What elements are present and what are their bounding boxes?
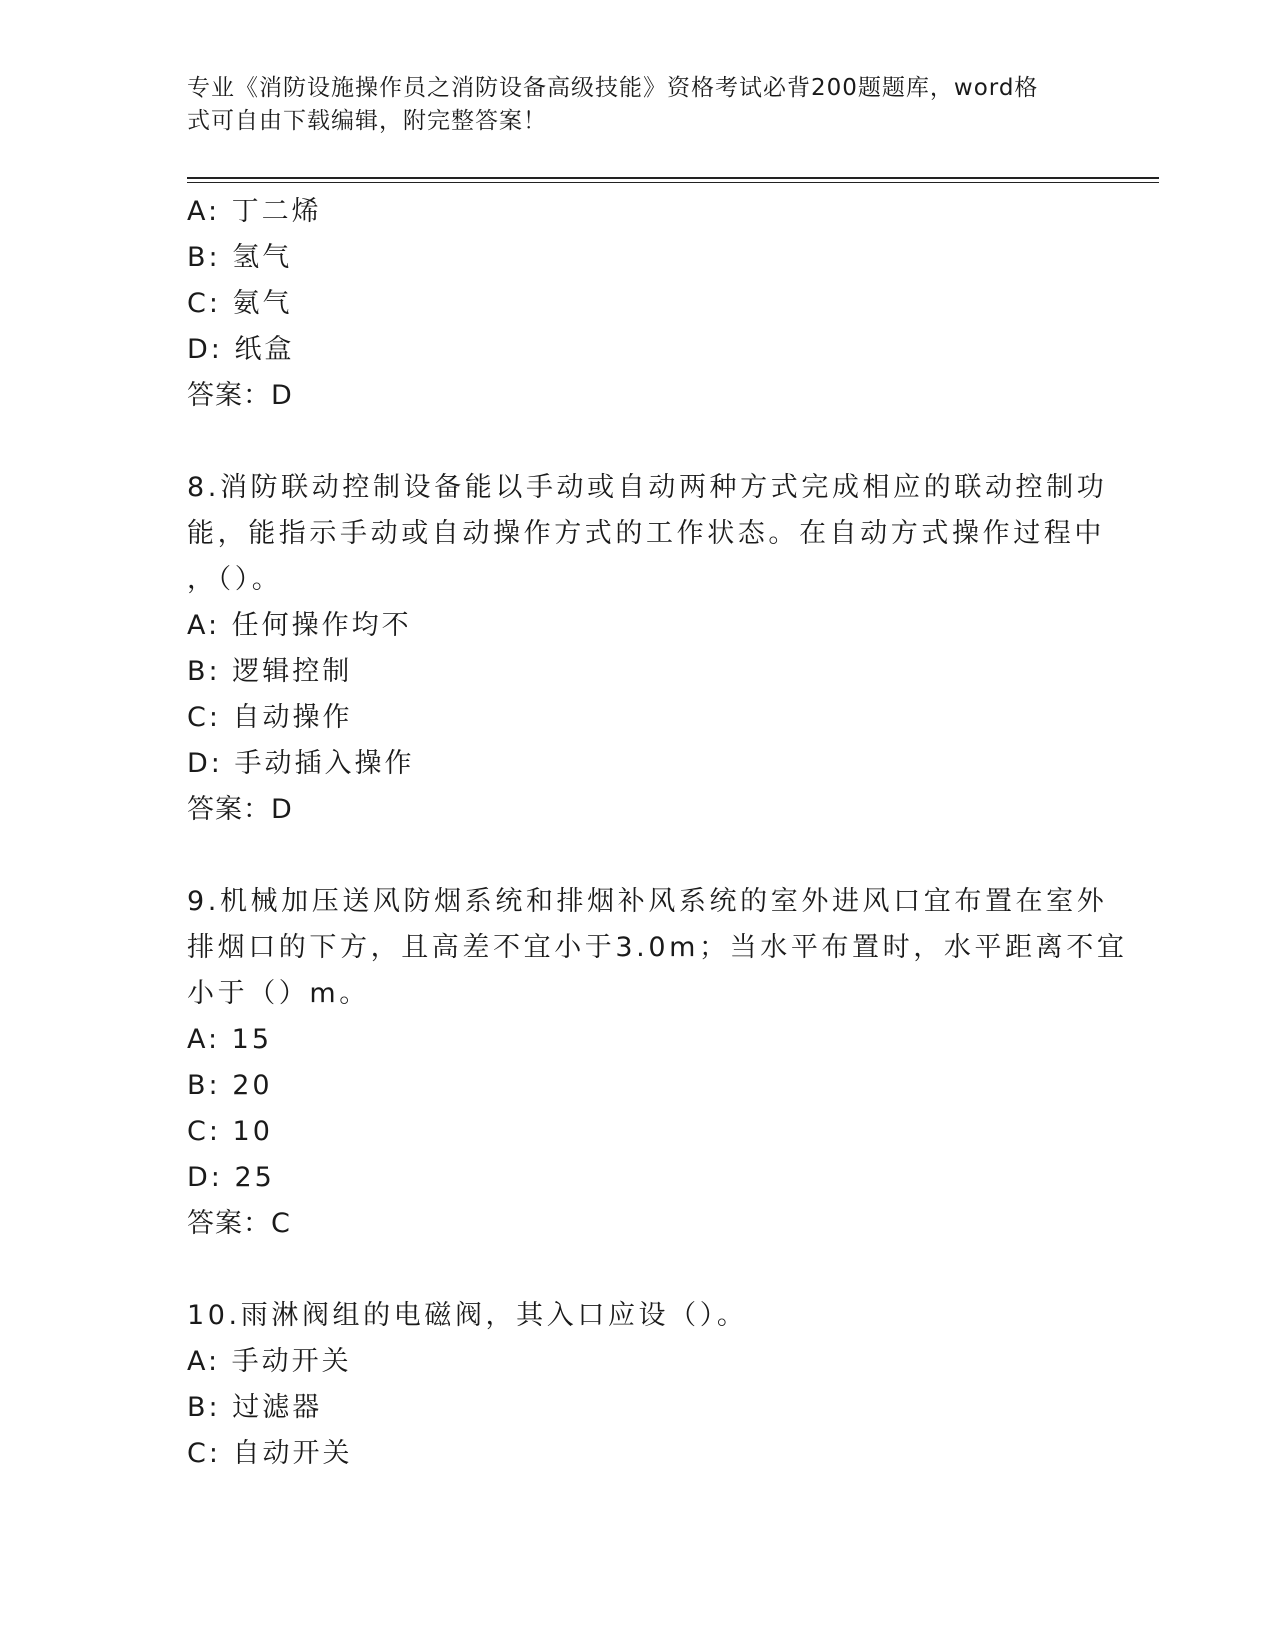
option-c: C: 自动操作: [187, 702, 353, 733]
question-text-line: 8.消防联动控制设备能以手动或自动两种方式完成相应的联动控制功: [187, 472, 1108, 503]
question-list: [187, 189, 1128, 1477]
question-10: [187, 1293, 1087, 1477]
option-b: B: 逻辑控制: [187, 656, 353, 687]
header-line-2: 式可自由下载编辑，附完整答案！: [187, 108, 547, 134]
question-text-line: 10.雨淋阀组的电磁阀，其入口应设（）。: [187, 1300, 748, 1331]
answer-line: 答案：C: [187, 1208, 291, 1239]
option-c: C: 氨气: [187, 288, 293, 319]
header-divider-thick: [187, 177, 1159, 179]
option-d: D: 25: [187, 1162, 275, 1193]
option-d: D: 纸盒: [187, 334, 295, 365]
question-text-line: 9.机械加压送风防烟系统和排烟补风系统的室外进风口宜布置在室外: [187, 886, 1108, 917]
option-a: A: 手动开关: [187, 1346, 352, 1377]
question-7: [187, 189, 1087, 419]
question-text-line: 排烟口的下方，且高差不宜小于3.0m；当水平布置时，水平距离不宜: [187, 932, 1128, 963]
option-c: C: 10: [187, 1116, 273, 1147]
option-a: A: 15: [187, 1024, 273, 1055]
option-b: B: 20: [187, 1070, 273, 1101]
option-c: C: 自动开关: [187, 1438, 353, 1469]
header-line-1: 专业《消防设施操作员之消防设备高级技能》资格考试必背200题题库，word格: [187, 75, 1039, 101]
option-d: D: 手动插入操作: [187, 748, 415, 779]
question-text-line: ，（）。: [187, 564, 283, 595]
option-b: B: 过滤器: [187, 1392, 323, 1423]
header-divider-thin: [187, 182, 1159, 183]
option-a: A: 任何操作均不: [187, 610, 412, 641]
option-a: A: 丁二烯: [187, 196, 322, 227]
option-b: B: 氢气: [187, 242, 293, 273]
question-text-line: 能，能指示手动或自动操作方式的工作状态。在自动方式操作过程中: [187, 518, 1105, 549]
document-header: [187, 72, 1067, 138]
question-text-line: 小于（）m。: [187, 978, 370, 1009]
question-8: [187, 465, 1108, 833]
answer-line: 答案：D: [187, 380, 293, 411]
answer-line: 答案：D: [187, 794, 293, 825]
question-9: [187, 879, 1128, 1247]
